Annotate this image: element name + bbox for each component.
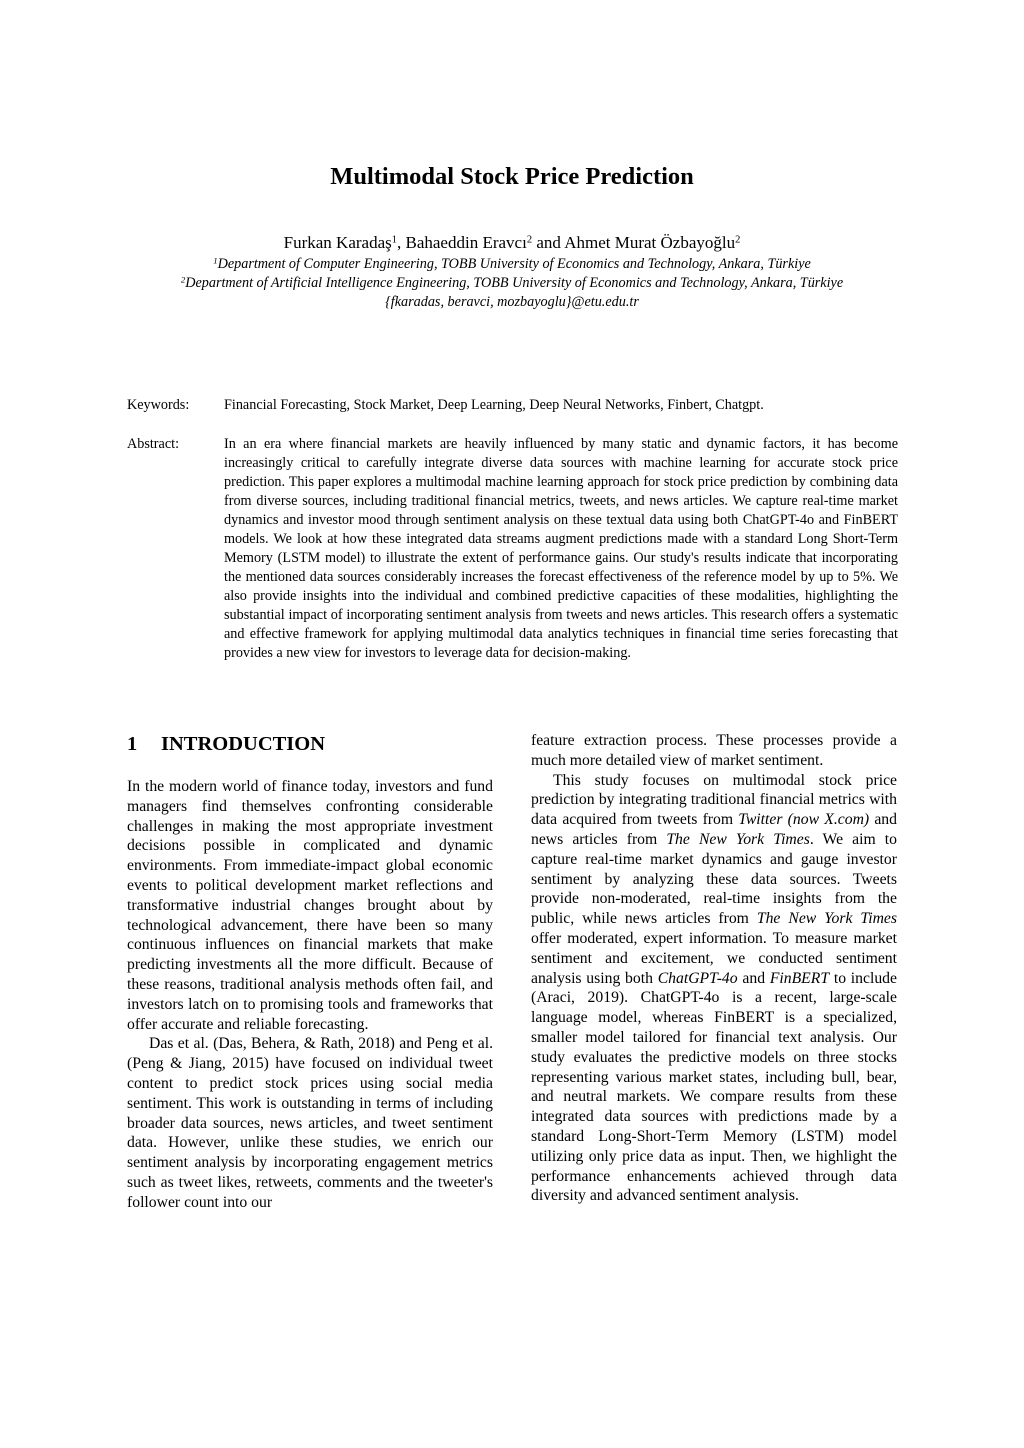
left-column [127, 777, 493, 1213]
author-name: Furkan Karadaş [283, 233, 392, 252]
abstract-label: Abstract: [127, 436, 180, 452]
section-title: INTRODUCTION [161, 733, 326, 755]
affiliation-text: Department of Artificial Intelligence Engineering, TOBB University of Economics and Technology, Ankara, Türkiye [185, 275, 844, 291]
section-heading [127, 731, 325, 757]
section-number: 1 [127, 733, 138, 755]
paragraph: feature extraction process. These processes provide a much more detailed view of market sentiment. [531, 732, 897, 769]
author-affiliation-marker: 2 [735, 234, 741, 246]
right-column [531, 731, 897, 1206]
italic-text: The New York Times [756, 910, 897, 928]
author-affiliation-marker: 1 [391, 234, 397, 246]
paragraph: In the modern world of finance today, investors and fund managers find themselves confronting considerable challenges in making the most appropriate investment decisions possible in complicated and dynamic environments. From immediate-impact global economic events to political development market reflections and transformative industrial changes brought about by technological advancement, there have been so many continuous influences on financial markets that make predicting investments all the more difficult. Because of these reasons, traditional analysis methods often fail, and investors latch on to promising tools and frameworks that offer accurate and reliable forecasting. [127, 778, 493, 1033]
author-name: Ahmet Murat Özbayoğlu [564, 233, 736, 252]
italic-text: ChatGPT-4o [657, 969, 738, 987]
author-list [0, 232, 1024, 254]
keywords-text: Financial Forecasting, Stock Market, Deep Learning, Deep Neural Networks, Finbert, Chatgpt. [224, 397, 764, 413]
text-run: to include (Araci, 2019). ChatGPT-4o is a recent, large-scale language model, whereas FinBERT is a specialized, smaller model tailored for financial text analysis. Our study evaluates the predictive models on three stocks representing various market states, including bull, bear, and neutral markets. We compare results from these integrated data sources with predictions made by a standard Long-Short-Term Memory (LSTM) model utilizing only price data as input. Then, we highlight the performance enhancements achieved through data diversity and advanced sentiment analysis. [531, 969, 897, 1205]
affiliation [0, 274, 1024, 293]
paragraph: Das et al. (Das, Behera, & Rath, 2018) and Peng et al. (Peng & Jiang, 2015) have focused on individual tweet content to predict stock prices using social media sentiment. This work is outstanding in terms of including broader data sources, news articles, and tweet sentiment data. However, unlike these studies, we enrich our sentiment analysis by incorporating engagement metrics such as tweet likes, retweets, comments and the tweeter's follower count into our [127, 1035, 493, 1211]
author-affiliation-marker: 2 [526, 234, 533, 246]
affiliation-text: Department of Computer Engineering, TOBB University of Economics and Technology, Ankara, Türkiye [217, 256, 811, 272]
italic-text: FinBERT [769, 969, 830, 987]
author-name: Bahaeddin Eravcı [405, 233, 527, 252]
text-run: and news articles from [531, 811, 897, 848]
text-run: This study focuses on multimodal stock price prediction by integrating traditional financial metrics with data acquired from tweets from [531, 771, 897, 829]
text-run: . We aim to capture real-time market dynamics and gauge investor sentiment by analyzing these data sources. Tweets provide non-moderated, real-time insights from the public, while news articles from [531, 830, 897, 928]
affiliation [0, 255, 1024, 274]
author-separator: and [532, 233, 565, 252]
text-run: offer moderated, expert information. To measure market sentiment and excitement, we conducted sentiment analysis using both [531, 929, 897, 987]
keywords-label: Keywords: [127, 397, 190, 413]
italic-text: Twitter (now X.com) [738, 811, 870, 829]
paragraph [531, 771, 897, 1207]
paper-title: Multimodal Stock Price Prediction [330, 163, 694, 190]
author-emails: {fkaradas, beravci, mozbayoglu}@etu.edu.tr [385, 294, 639, 310]
text-run: and [737, 969, 770, 987]
abstract-text: In an era where financial markets are heavily influenced by many static and dynamic factors, it has become increasingly critical to carefully integrate diverse data sources with machine learning for accurate stock price prediction. This paper explores a multimodal machine learning approach for stock price prediction by combining data from diverse sources, including traditional financial metrics, tweets, and news articles. We capture real-time market dynamics and investor mood through sentiment analysis on these textual data using both ChatGPT-4o and FinBERT models. We look at how these integrated data streams augment predictions made with a standard Long Short-Term Memory (LSTM model) to illustrate the extent of performance gains. Our study's results indicate that incorporating the mentioned data sources considerably increases the forecast effectiveness of the reference model by up to 5%. We also provide insights into the individual and combined predictive capacities of these modalities, highlighting the substantial impact of incorporating sentiment analysis from tweets and news articles. This research offers a systematic and effective framework for applying multimodal data analytics techniques in financial time series forecasting that provides a new view for investors to leverage data for decision-making. [224, 436, 898, 661]
italic-text: The New York Times [666, 830, 810, 848]
author-separator: , [397, 233, 406, 252]
affiliation-marker: 2 [180, 274, 186, 285]
affiliation-marker: 1 [213, 255, 218, 266]
